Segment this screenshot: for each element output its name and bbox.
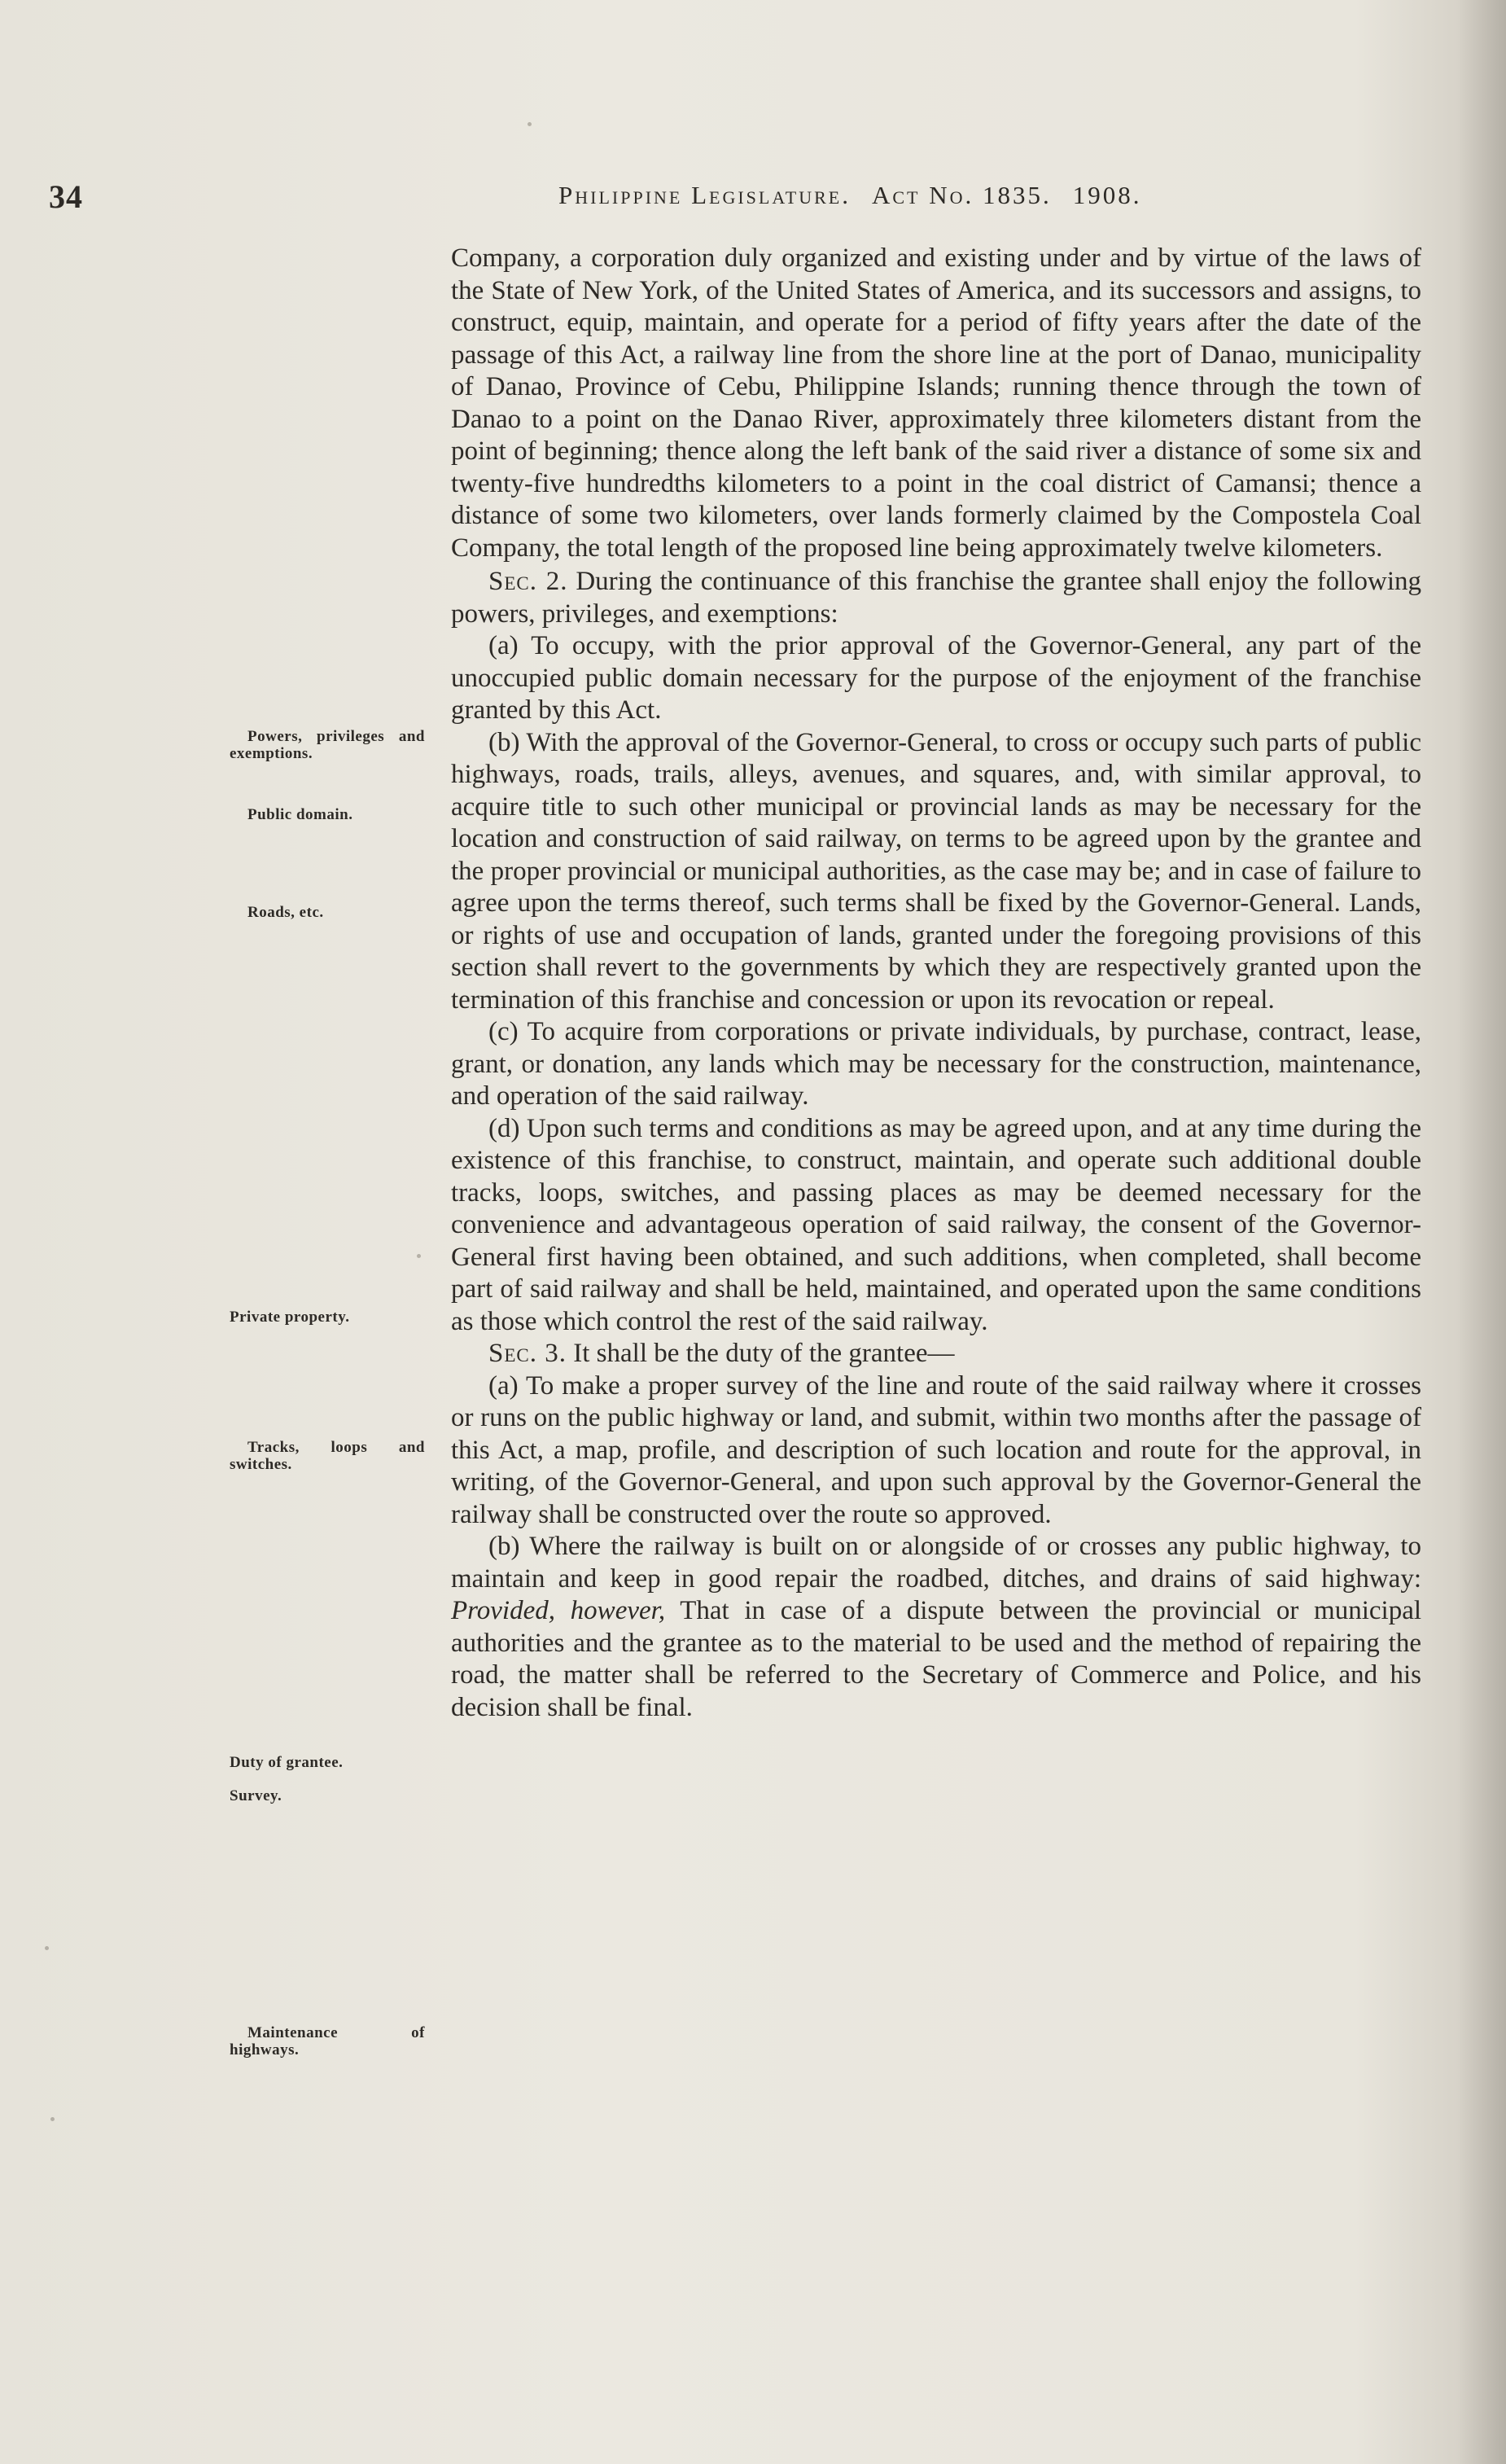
proviso: Provided, however, [451, 1596, 666, 1625]
paragraph-sec-3 [451, 1338, 1421, 1370]
paragraph-franchise-route: Company, a corporation duly organized and existing under and by virtue of the laws of the State of New York, of the United States of America, and its successors and assigns, to construct, equip, maintain, and operate for a period of fifty years after the date of the passage of this Act, a railway line from the shore line at the port of Danao, municipality of Danao, Province of Cebu, Philippine Islands; running thence through the town of Danao to a point on the Danao River, approximately three kilometers distant from the point of beginning; thence along the left bank of the said river a distance of some six and twenty-five hundredths kilometers to a point in the coal district of Camansi; thence a distance of some two kilometers, over lands formerly claimed by the Compostela Coal Company, the total length of the proposed line being approximately twelve kilometers. [451, 243, 1421, 563]
paper-speck [45, 1946, 49, 1950]
margin-notes [0, 0, 423, 2464]
paragraph-survey: (a) To make a proper survey of the line and route of the said railway where it crosses or runs on the public highway or land, and submit, within two months after the passage of this Act, a map, profile, and description of such location and route for the approval, in writing, of the Governor-General, and upon such approval by the Governor-General the railway shall be constructed over the route so approved. [451, 1370, 1421, 1529]
section-number: Sec. 3. [488, 1339, 567, 1368]
running-head [558, 181, 1142, 210]
paragraph-roads: (b) With the approval of the Governor-General, to cross or occupy such parts of public highways, roads, trails, alleys, avenues, and squares, and, with similar approval, to acquire title to such other municipal or provincial lands as may be necessary for the location and construction of said railway, on terms to be agreed upon by the grantee and the proper provincial or municipal authorities, as the case may be; and in case of failure to agree upon the terms thereof, such terms shall be fixed by the Governor-General. Lands, or rights of use and occupation of lands, granted under the foregoing provisions of this section shall revert to the governments by which they are respectively granted upon the termination of this franchise and concession or upon its revocation or repeal. [451, 727, 1421, 1015]
section-text: It shall be the duty of the grantee— [573, 1339, 955, 1368]
body-text [451, 243, 1421, 1724]
margin-note-duty: Duty of grantee. [230, 1754, 344, 1771]
paragraph-tracks: (d) Upon such terms and conditions as may be agreed upon, and at any time during the existence of this franchise, to construct, maintain, and operate such additional double tracks, loops, switches, and passing places as may be deemed necessary for the convenience and advantageous operation of said railway, the consent of the Governor-General first having been obtained, and such additions, when completed, shall become part of said railway and shall be held, maintained, and operated upon the same conditions as those which control the rest of the said railway. [451, 1113, 1421, 1336]
margin-note-tracks: Tracks, loops and switches. [230, 1439, 425, 1473]
page-number: 34 [49, 178, 83, 215]
margin-note-roads: Roads, etc. [247, 904, 324, 921]
running-head-year: 1908. [1072, 181, 1142, 209]
margin-note-maintenance: Maintenance of highways. [230, 2024, 425, 2058]
section-text: During the continuance of this franchise the grantee shall enjoy the following powers, privileges, and exemptions: [451, 567, 1422, 629]
paper-speck [50, 2117, 55, 2121]
page-edge-shadow [1457, 0, 1506, 2464]
paragraph-public-domain: (a) To occupy, with the prior approval of the Governor-General, any part of the unoccupied public domain necessary for the purpose of the enjoyment of the franchise granted by this Act. [451, 631, 1421, 725]
margin-note-survey: Survey. [230, 1787, 282, 1804]
running-head-title: Philippine Legislature. [558, 181, 851, 209]
paragraph-sec-2 [451, 566, 1421, 630]
paper-speck [528, 122, 532, 126]
paragraph-maintenance [451, 1531, 1421, 1724]
paragraph-private-property: (c) To acquire from corporations or private individuals, by purchase, contract, lease, grant, or donation, any lands which may be necessary for the construction, maintenance, and operation of the said railway. [451, 1017, 1421, 1111]
running-head-act: Act No. 1835. [872, 181, 1052, 209]
maintenance-text: (b) Where the railway is built on or alongside of or crosses any public highway, to maintain and keep in good repair the roadbed, ditches, and drains of said highway: [451, 1532, 1421, 1594]
margin-note-powers: Powers, privileges and exemptions. [230, 728, 425, 762]
margin-note-private-property: Private property. [230, 1309, 350, 1326]
maintenance-text-continued: That in case of a dispute between the provincial or municipal authorities and the grantee as to the material to be used and the method of repairing the road, the matter shall be referred to the Secretary of Commerce and Police, and his decision shall be final. [451, 1596, 1422, 1722]
margin-note-public-domain: Public domain. [247, 806, 353, 823]
paper-speck [417, 1254, 421, 1258]
section-number: Sec. 2. [488, 567, 568, 596]
